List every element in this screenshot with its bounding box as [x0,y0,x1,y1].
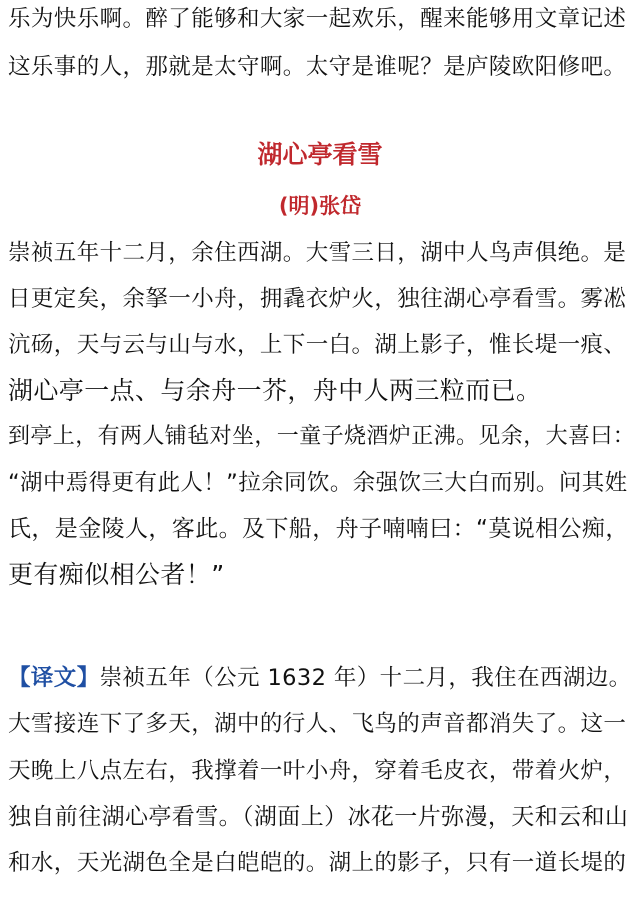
translation-first-line [8,661,636,695]
poem-line: 氏，是金陵人，客此。及下船，舟子喃喃曰：“莫说相公痴， [8,516,629,542]
poem-line: 更有痴似相公者！” [8,560,225,589]
translation-line: 独自前往湖心亭看雪。（湖面上）冰花一片弥漫，天和云和山 [8,804,629,830]
poem-line: 湖心亭一点、与余舟一芥，舟中人两三粒而已。 [8,376,542,405]
translation-line: 大雪接连下了多天，湖中的行人、飞鸟的声音都消失了。这一 [8,711,627,737]
translation-text: 崇祯五年（公元 1632 年）十二月，我住在西湖边。 [99,665,632,691]
poem-line: “湖中焉得更有此人！”拉余同饮。余强饮三大白而别。问其姓 [8,470,628,496]
poem-line: 日更定矣，余拏一小舟，拥毳衣炉火，独往湖心亭看雪。雾凇 [8,286,627,312]
poem-author: (明)张岱 [278,194,362,218]
poem-line: 崇祯五年十二月，余住西湖。大雪三日，湖中人鸟声俱绝。是 [8,240,627,266]
poem-line: 到亭上，有两人铺毡对坐，一童子烧酒炉正沸。见余，大喜曰： [8,424,636,449]
poem-title: 湖心亭看雪 [257,140,383,169]
poem-line: 沆砀，天与云与山与水，上下一白。湖上影子，惟长堤一痕、 [8,332,627,358]
translation-tag: 【译文】 [8,665,100,691]
translation-line: 天晚上八点左右，我撑着一叶小舟，穿着毛皮衣，带着火炉， [8,758,627,784]
text-line: 这乐事的人，那就是太守啊。太守是谁呢？是庐陵欧阳修吧。 [8,54,627,80]
text-line: 乐为快乐啊。醉了能够和大家一起欢乐，醒来能够用文章记述 [8,6,627,32]
translation-line: 和水，天光湖色全是白皑皑的。湖上的影子，只有一道长堤的 [8,850,627,876]
